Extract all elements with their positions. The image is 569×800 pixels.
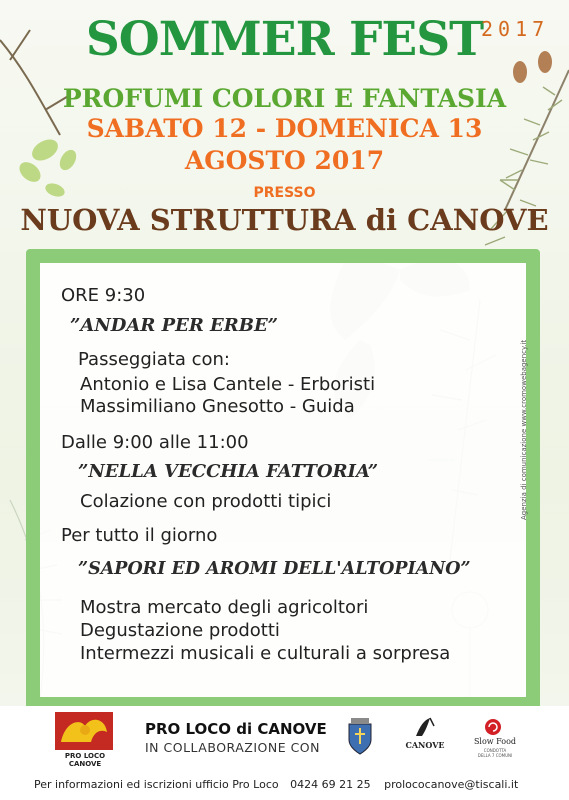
event-3-item-3: Intermezzi musicali e culturali a sorpresa (80, 643, 451, 664)
event-name-3: ”SAPORI ED AROMI DELL'ALTOPIANO” (78, 559, 471, 579)
event-3-item-2: Degustazione prodotti (80, 620, 280, 641)
slow-food-snail-icon (483, 718, 503, 736)
venue-name: NUOVA STRUTTURA di CANOVE (20, 203, 549, 237)
collaboration-label: IN COLLABORAZIONE CON (145, 740, 320, 755)
organizer-name: PRO LOCO di CANOVE (145, 720, 327, 738)
event-year: 2017 (481, 17, 550, 41)
event-1-intro: Passeggiata con: (78, 349, 230, 370)
phone-number: 0424 69 21 25 (290, 778, 371, 791)
info-line (34, 778, 518, 791)
email-address[interactable]: prolococanove@tiscali.it (384, 778, 519, 791)
event-1-guide-1: Antonio e Lisa Cantele - Erboristi (80, 374, 376, 395)
pro-loco-logo-label: PRO LOCO CANOVE (64, 752, 106, 768)
time-slot-3: Per tutto il giorno (61, 525, 218, 546)
event-title: SOMMER FEST (85, 12, 484, 67)
info-text: Per informazioni ed iscrizioni ufficio Pro Loco (34, 778, 279, 791)
presso-label: PRESSO (253, 185, 316, 201)
event-1-guide-2: Massimiliano Gnesotto - Guida (80, 396, 355, 417)
time-slot-1: ORE 9:30 (61, 285, 146, 306)
event-subtitle: PROFUMI COLORI E FANTASIA (62, 84, 507, 113)
sponsor-footer (0, 706, 569, 800)
canove-logo-icon (412, 716, 438, 738)
agency-credit: Agenzia di comunicazione www.cromowebagency.it (520, 339, 528, 520)
municipal-crest-icon (345, 716, 375, 756)
event-month: AGOSTO 2017 (184, 146, 385, 175)
program-panel (26, 249, 540, 711)
event-name-2: ”NELLA VECCHIA FATTORIA” (78, 461, 379, 482)
slow-food-label: Slow Food (473, 737, 517, 746)
canove-logo-label: CANOVE (405, 740, 445, 750)
pro-loco-lion-logo-icon (55, 712, 113, 750)
event-name-1: ”ANDAR PER ERBE” (70, 315, 279, 336)
slow-food-sublabel: CONDOTTA DELLA 7 COMUNI (477, 748, 513, 758)
event-3-item-1: Mostra mercato degli agricoltori (80, 597, 369, 618)
event-dates: SABATO 12 - DOMENICA 13 (86, 114, 483, 143)
time-slot-2: Dalle 9:00 alle 11:00 (61, 432, 249, 453)
event-2-description: Colazione con prodotti tipici (80, 491, 332, 512)
